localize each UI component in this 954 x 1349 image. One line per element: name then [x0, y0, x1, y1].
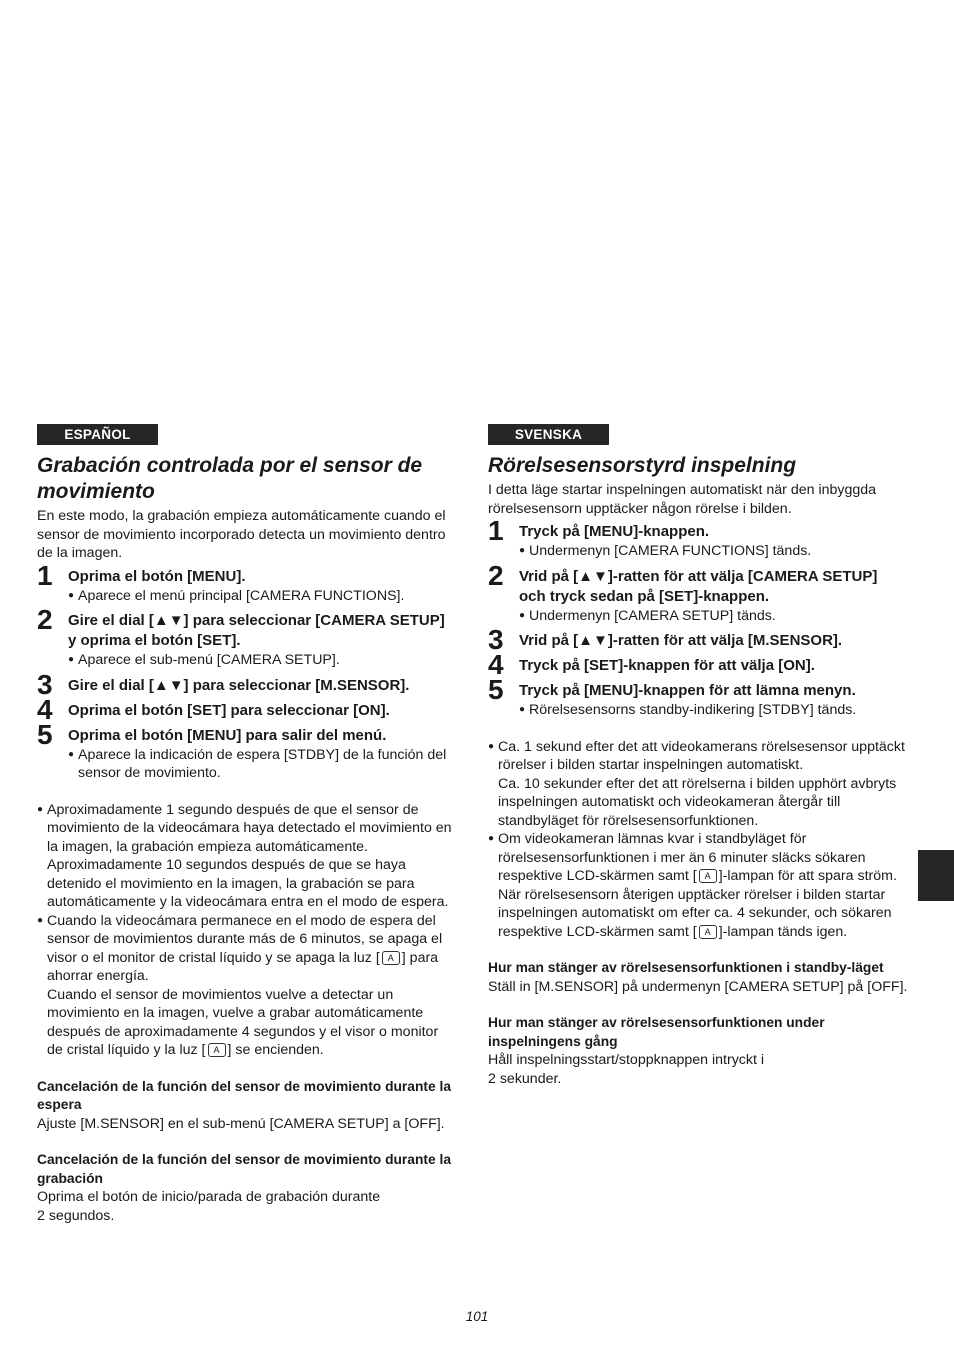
step-note: ● Aparece el sub-menú [CAMERA SETUP]. [68, 652, 340, 668]
auto-lamp-icon: A [382, 951, 400, 965]
subheading: Cancelación de la función del sensor de movimiento durante la grabación [37, 1152, 452, 1186]
section-title-sv: Rörelsesensorstyrd inspelning [488, 454, 797, 477]
note-item: ● Cuando la videocámara permanece en el modo de espera del sensor de movimientos durante más de 6 minutos, se apaga el visor o el monitor de cristal líquido y se apaga la luz [ A ] para ahorrar energía. Cuando el sensor de movimientos vuelve a detectar un movimiento en la imagen, vuelve a grabar automáticamente después de aproximadamente 4 segundos y el visor o monitor de cristal líquido y la luz [ A ] se encienden. [37, 912, 443, 1058]
step-3-sv [488, 624, 908, 655]
note-item: ● Ca. 1 sekund efter det att videokamerans rörelsesensor upptäckt rörelser i bilden startar inspelningen automatiskt. Ca. 10 sekunder efter det att rörelserna i bilden upphört avbryts inspelningen automatiskt och videokameran återgår till standbyläget för rörelsesensorfunktionen. [488, 738, 905, 829]
cancel-recording-es [37, 1151, 455, 1225]
step-number: 5 [488, 674, 504, 705]
step-1-es [37, 559, 455, 606]
step-4-es [37, 693, 455, 725]
cancel-recording-sv [488, 1014, 908, 1088]
step-2-es [37, 604, 455, 670]
section-title-es: Grabación controlada por el sensor de movimiento [37, 454, 423, 503]
step-number: 1 [37, 559, 53, 591]
step-5-sv [488, 674, 908, 720]
step-number: 4 [488, 649, 504, 680]
bullet-icon: ● [68, 748, 75, 760]
step-note: ● Aparece el menú principal [CAMERA FUNCTIONS]. [68, 587, 405, 604]
paragraph: Oprima el botón de inicio/parada de grabación durante [37, 1189, 381, 1205]
language-tag-sv: SVENSKA [488, 424, 609, 445]
intro-es: En este modo, la grabación empieza automáticamente cuando el sensor de movimiento incorporado detecta un movimiento dentro de la imagen. [37, 508, 446, 561]
step-number: 1 [488, 515, 504, 546]
bullet-icon: ● [519, 704, 526, 715]
paragraph: Ställ in [M.SENSOR] på undermenyn [CAMERA SETUP] på [OFF]. [488, 978, 908, 995]
step-text: Oprima el botón [SET] para seleccionar [ON]. [68, 701, 390, 719]
step-note: ● Aparece la indicación de espera [STDBY] de la función del sensor de movimiento. [68, 746, 447, 781]
step-text: Oprima el botón [MENU] para salir del menú. [68, 726, 387, 744]
step-note: ● Rörelsesensorns standby-indikering [STDBY] tänds. [519, 702, 857, 718]
note-item: ● Aproximadamente 1 segundo después de que el sensor de movimiento de la videocámara haya detectado el movimiento en la imagen, la grabación empieza automáticamente. Aproximadamente 10 segundos después de que se haya detenido el movimiento en la imagen, la grabación se para automáticamente y la videocámara entra en el modo de espera. [37, 801, 452, 910]
step-note: ● Undermenyn [CAMERA SETUP] tänds. [519, 607, 776, 624]
section-side-tab [918, 850, 954, 901]
bullet-icon: ● [37, 803, 44, 815]
spanish-column [37, 424, 455, 1225]
language-tag-es: ESPAÑOL [37, 424, 158, 445]
step-2-sv [488, 559, 908, 626]
subheading: Hur man stänger av rörelsesensorfunktionen under inspelningens gång [488, 1015, 825, 1049]
paragraph: 2 segundos. [37, 1207, 115, 1224]
notes-sv [488, 738, 908, 942]
paragraph: Håll inspelningsstart/stoppknappen intryckt i [488, 1052, 765, 1068]
step-number: 3 [488, 624, 504, 655]
step-note: ● Undermenyn [CAMERA FUNCTIONS] tänds. [519, 543, 812, 559]
step-number: 2 [37, 604, 53, 635]
step-text: Oprima el botón [MENU]. [68, 567, 246, 585]
auto-lamp-icon: A [699, 869, 717, 883]
bullet-icon: ● [488, 740, 495, 752]
bullet-icon: ● [68, 589, 75, 601]
page-number: 101 [465, 1309, 489, 1324]
step-number: 5 [37, 718, 53, 750]
step-5-es [37, 718, 455, 783]
step-4-sv [488, 649, 908, 680]
step-number: 4 [37, 693, 53, 725]
step-text: Vrid på [▲▼]-ratten för att välja [CAMERA SETUP] och tryck sedan på [SET]-knappen. [519, 567, 878, 605]
auto-lamp-icon: A [208, 1043, 226, 1057]
notes-es [37, 801, 455, 1060]
swedish-column [488, 424, 908, 1088]
step-text: Tryck på [MENU]-knappen för att lämna menyn. [519, 682, 856, 699]
paragraph: 2 sekunder. [488, 1070, 562, 1087]
step-text: Tryck på [MENU]-knappen. [519, 523, 710, 540]
step-3-es [37, 668, 455, 700]
cancel-standby-es [37, 1078, 455, 1134]
bullet-icon: ● [37, 914, 44, 926]
step-1-sv [488, 515, 908, 561]
bullet-icon: ● [68, 654, 75, 665]
step-text: Vrid på [▲▼]-ratten för att välja [M.SENSOR]. [519, 632, 843, 649]
step-text: Gire el dial [▲▼] para seleccionar [CAMERA SETUP] y oprima el botón [SET]. [68, 612, 445, 649]
note-item: ● Om videokameran lämnas kvar i standbyläget för rörelsesensorfunktionen i mer än 6 minuter släcks sökaren respektive LCD-skärmen samt [ A ]-lampan för att spara ström. När rörelsesensorn återigen upptäcker rörelser i bilden startar inspelningen automatiskt om efter ca. 4 sekunder, och sökaren respektive LCD-skärmen samt [ A ]-lampan tänds igen. [488, 831, 897, 940]
intro-sv: I detta läge startar inspelningen automatiskt när den inbyggda rörelsesensorn upptäcker någon rörelse i bilden. [488, 482, 877, 517]
bullet-icon: ● [488, 833, 495, 844]
step-text: Tryck på [SET]-knappen för att välja [ON]. [519, 657, 815, 674]
subheading: Hur man stänger av rörelsesensorfunktionen i standby-läget [488, 960, 884, 975]
step-number: 3 [37, 668, 53, 700]
cancel-standby-sv [488, 959, 908, 996]
bullet-icon: ● [519, 545, 526, 556]
step-text: Gire el dial [▲▼] para seleccionar [M.SENSOR]. [68, 676, 410, 694]
auto-lamp-icon: A [699, 925, 717, 939]
step-number: 2 [488, 559, 504, 591]
subheading: Cancelación de la función del sensor de movimiento durante la espera [37, 1078, 452, 1112]
paragraph: Ajuste [M.SENSOR] en el sub-menú [CAMERA SETUP] a [OFF]. [37, 1115, 445, 1132]
bullet-icon: ● [519, 609, 526, 621]
